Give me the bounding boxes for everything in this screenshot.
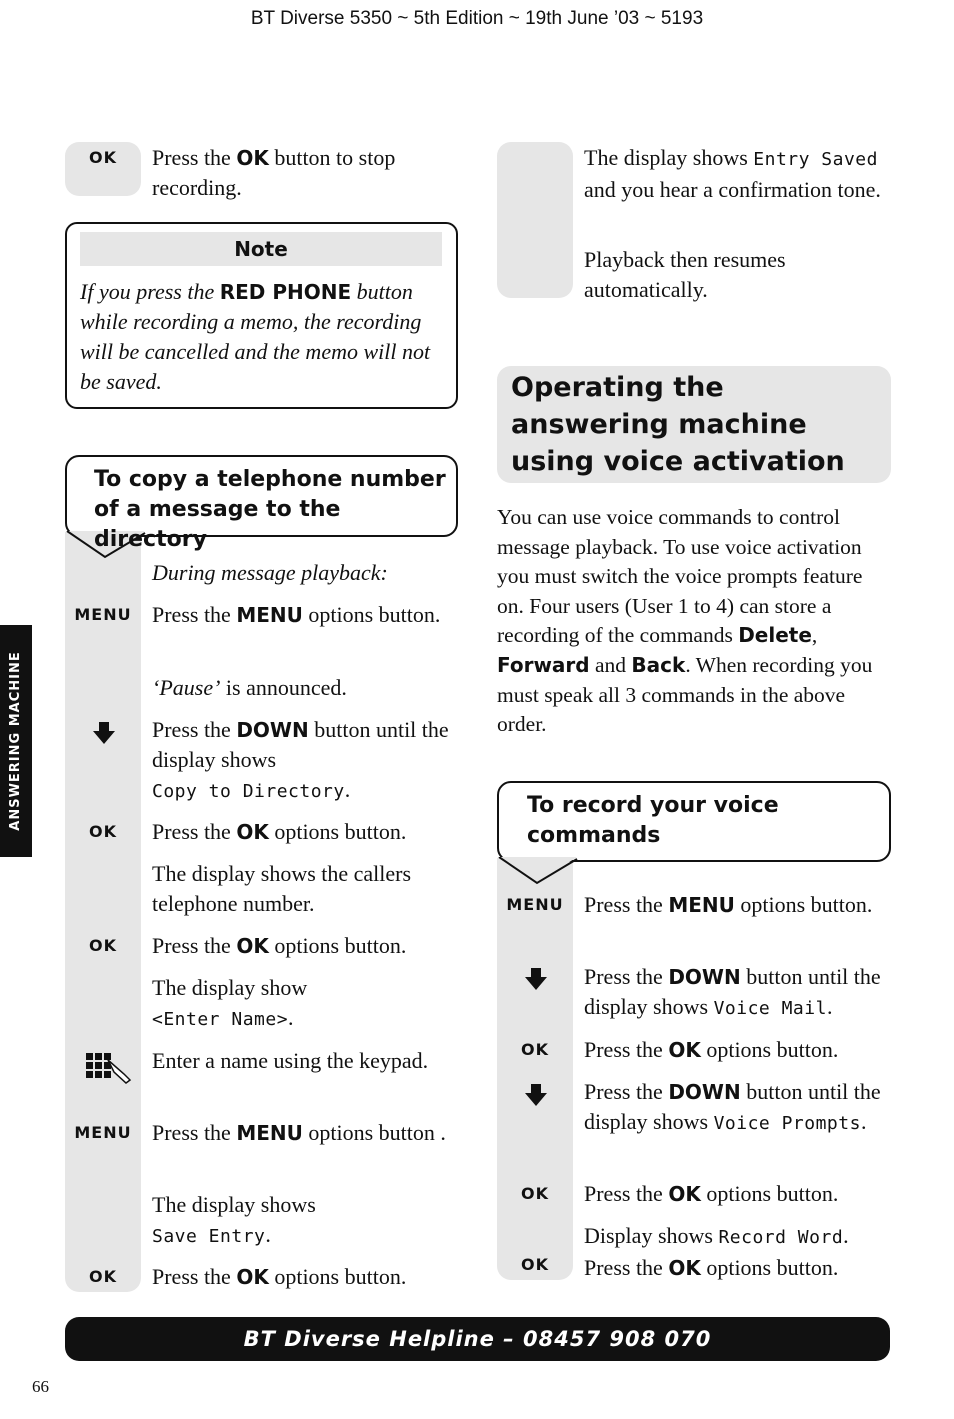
ok-button-label: OK <box>89 936 117 955</box>
step-text: ‘Pause’ is announced. <box>152 675 347 700</box>
step-text: Press the DOWN button until the display shows Copy to Directory. <box>152 717 449 802</box>
ok-button-label: OK <box>521 1040 549 1059</box>
page-number: 66 <box>32 1377 49 1396</box>
ok-button-label: OK <box>89 1267 117 1286</box>
menu-button-label: MENU <box>506 895 564 914</box>
running-header: BT Diverse 5350 ~ 5th Edition ~ 19th June ’03 ~ 5193 <box>250 8 704 29</box>
step-text: Press the MENU options button. <box>584 892 873 917</box>
step-text: During message playback: <box>152 560 388 585</box>
step-text: Press the MENU options button. <box>152 602 441 627</box>
ok-button-label: OK <box>521 1255 549 1274</box>
helpline-bar: BT Diverse Helpline – 08457 908 070 <box>65 1317 890 1361</box>
step-text: The display shows the callers telephone number. <box>152 861 412 916</box>
section-heading: Operating the answering machine using voice activation <box>511 372 845 477</box>
step-text: Press the OK options button. <box>152 1264 407 1289</box>
note-title: Note <box>80 232 442 266</box>
step-text: Press the OK options button. <box>152 933 407 958</box>
menu-button-label: MENU <box>74 605 132 624</box>
record-heading-title: To record your voice commands <box>527 793 779 848</box>
steps-button-column <box>65 532 141 1292</box>
side-tab-label: ANSWERING MACHINE <box>8 651 23 831</box>
keypad-icon <box>84 1050 134 1086</box>
step-text: The display shows Save Entry. <box>152 1192 316 1247</box>
down-arrow-icon <box>524 1084 548 1108</box>
menu-button-label: MENU <box>74 1123 132 1142</box>
note-text: If you press the RED PHONE button while recording a memo, the recording will be cancelled and the memo will not be saved. <box>80 279 431 394</box>
button-column-bg <box>497 142 573 298</box>
step-text: Press the DOWN button until the display shows Voice Mail. <box>584 964 881 1019</box>
intro-paragraph: You can use voice commands to control message playback. To use voice activation you must switch the voice prompts feature on. Four users (User 1 to 4) can store a recording of the commands Delete, Forward and Back. When recording you must speak all 3 commands in the above order. <box>497 505 873 737</box>
stop-recording-text: Press the OK button to stop recording. <box>152 145 396 200</box>
step-text: Press the OK options button. <box>584 1181 839 1206</box>
callout-pointer <box>497 857 579 887</box>
playback-resume-text: Playback then resumes automatically. <box>584 247 786 302</box>
steps-button-column <box>497 858 573 1280</box>
step-text: Press the MENU options button . <box>152 1120 446 1145</box>
ok-button-label: OK <box>89 148 117 167</box>
copy-heading-title: To copy a telephone number of a message to the directory <box>94 467 446 552</box>
step-text: Enter a name using the keypad. <box>152 1048 429 1073</box>
step-text: Press the OK options button. <box>152 819 407 844</box>
step-text: Press the DOWN button until the display shows Voice Prompts. <box>584 1079 881 1134</box>
step-text: Press the OK options button. <box>584 1037 839 1062</box>
down-arrow-icon <box>92 722 116 746</box>
ok-button-label: OK <box>521 1184 549 1203</box>
entry-saved-text: The display shows Entry Saved and you hear a confirmation tone. <box>584 145 881 202</box>
down-arrow-icon <box>524 968 548 992</box>
step-text: The display show <Enter Name>. <box>152 975 308 1030</box>
ok-button-label: OK <box>89 822 117 841</box>
step-text: Display shows Record Word. Press the OK options button. <box>584 1223 849 1280</box>
